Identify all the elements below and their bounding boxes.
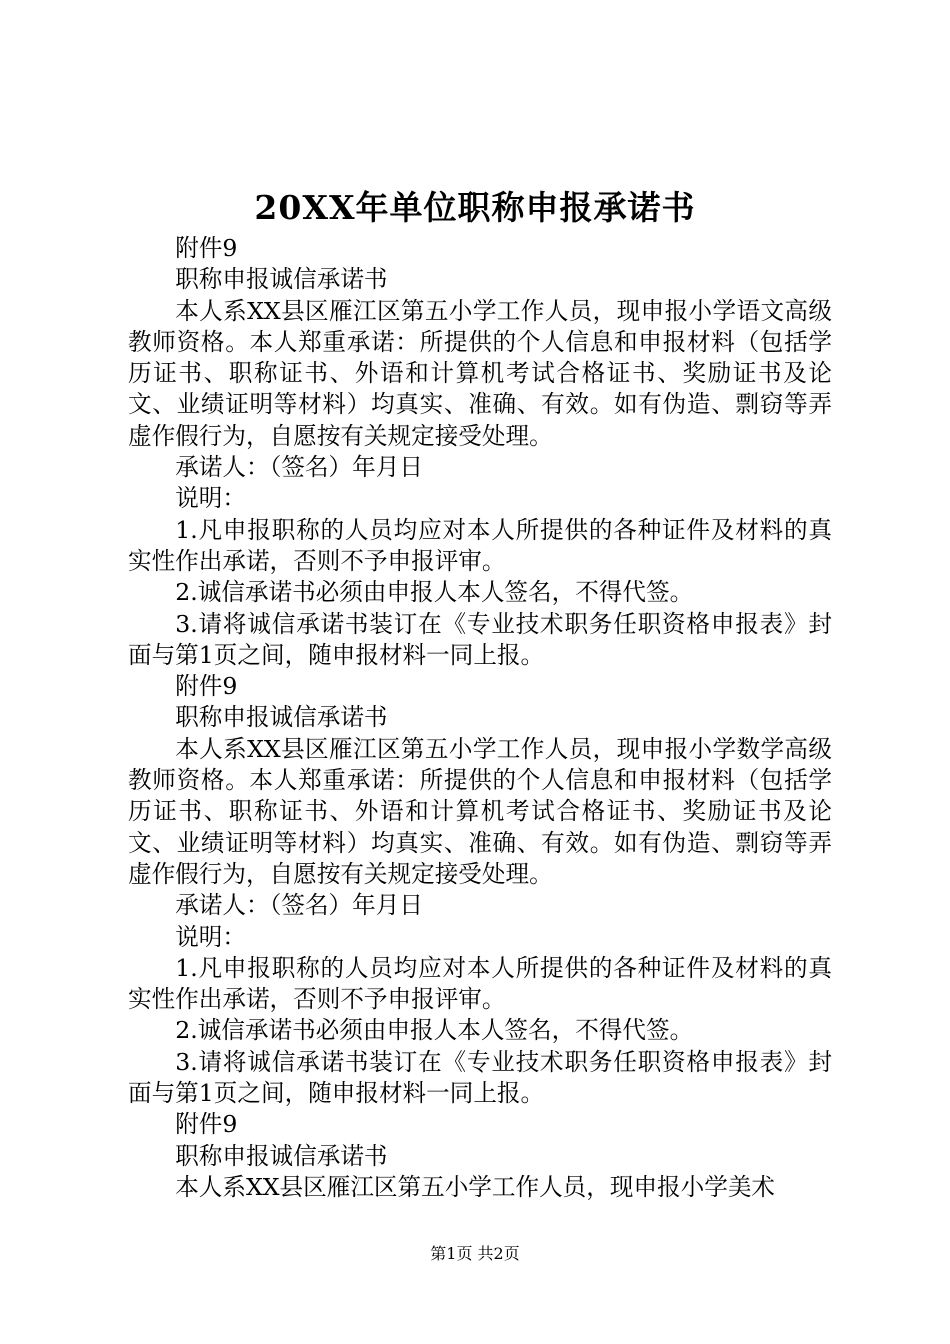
signature-line: 承诺人：（签名）年月日 — [175, 891, 423, 920]
note-item: 3.请将诚信承诺书装订在《专业技术职务任职资格申报表》封面与第1页之间，随申报材料一同上报。 — [128, 1047, 832, 1108]
notes-heading: 说明： — [175, 922, 246, 951]
section-heading: 职称申报诚信承诺书 — [175, 265, 388, 294]
note-item: 1.凡申报职称的人员均应对本人所提供的各种证件及材料的真实性作出承诺，否则不予申报评审。 — [128, 515, 832, 575]
note-item: 2.诚信承诺书必须由申报人本人签名，不得代签。 — [175, 578, 694, 607]
attachment-label: 附件9 — [175, 1110, 238, 1139]
signature-line: 承诺人：（签名）年月日 — [175, 453, 423, 482]
page-footer: 第1页 共2页 — [430, 1244, 520, 1263]
document-title: 20XX年单位职称申报承诺书 — [254, 188, 696, 227]
pledge-paragraph: 本人系XX县区雁江区第五小学工作人员，现申报小学数学高级教师资格。本人郑重承诺：所提供的个人信息和申报材料（包括学历证书、职称证书、外语和计算机考试合格证书、奖励证书及论文、业绩证明等材料）均真实、准确、有效。如有伪造、剽窃等弄虚作假行为，自愿按有关规定接受处理。 — [128, 734, 832, 888]
notes-heading: 说明： — [175, 484, 246, 513]
section-heading: 职称申报诚信承诺书 — [175, 703, 388, 732]
note-item: 3.请将诚信承诺书装订在《专业技术职务任职资格申报表》封面与第1页之间，随申报材料一同上报。 — [128, 609, 832, 669]
document-body — [128, 233, 832, 1203]
note-item: 1.凡申报职称的人员均应对本人所提供的各种证件及材料的真实性作出承诺，否则不予申报评审。 — [128, 953, 832, 1014]
pledge-paragraph: 本人系XX县区雁江区第五小学工作人员，现申报小学美术 — [175, 1172, 776, 1201]
section-heading: 职称申报诚信承诺书 — [175, 1141, 388, 1170]
attachment-label: 附件9 — [175, 234, 238, 262]
attachment-label: 附件9 — [175, 672, 238, 701]
pledge-paragraph: 本人系XX县区雁江区第五小学工作人员，现申报小学语文高级教师资格。本人郑重承诺：所提供的个人信息和申报材料（包括学历证书、职称证书、外语和计算机考试合格证书、奖励证书及论文、业绩证明等材料）均真实、准确、有效。如有伪造、剽窃等弄虚作假行为，自愿按有关规定接受处理。 — [128, 296, 832, 450]
note-item: 2.诚信承诺书必须由申报人本人签名，不得代签。 — [175, 1016, 694, 1045]
